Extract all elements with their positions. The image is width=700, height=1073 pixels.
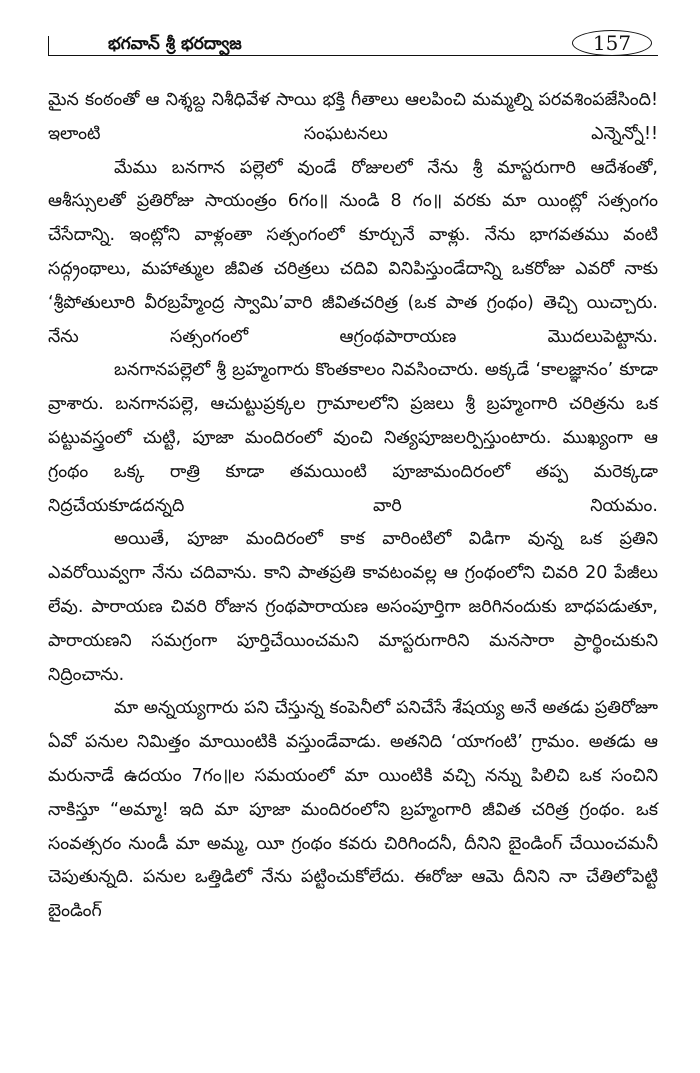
page-header: [48, 31, 658, 56]
page-number: 157: [572, 30, 652, 56]
body-text: [48, 84, 658, 929]
paragraph-seshayya: మా అన్నయ్యగారు పని చేస్తున్న కంపెనీలో పనిచేసే శేషయ్య అనే అతడు ప్రతిరోజూ ఏవో పనుల నిమిత్తం మాయింటికి వస్తుండేవాడు. అతనిది ‘యాగంటి’ గ్రామం. అతడు ఆ మరునాడే ఉదయం 7గం॥ల సమయంలో మా యింటికి వచ్చి నన్ను పిలిచి ఒక సంచిని నాకిస్తూ “అమ్మా! ఇది మా పూజా మందిరంలోని బ్రహ్మంగారి జీవిత చరిత్ర గ్రంథం. ఒక సంవత్సరం నుండీ మా అమ్మ, యీ గ్రంథం కవరు చిరిగిందనీ, దీనిని బైండింగ్ చేయించమనీ చెపుతున్నది. పనుల ఒత్తిడిలో నేను పట్టించుకోలేదు. ఈరోజు ఆమె దీనిని నా చేతిలోపెట్టి బైండింగ్: [48, 698, 658, 922]
header-rule: [48, 55, 658, 56]
paragraph-continuation: మైన కంఠంతో ఆ నిశ్శబ్ద నిశీధివేళ సాయి భక్తి గీతాలు ఆలపించి మమ్మల్ని పరవశింపజేసింది! ఇలాంటి సంఘటనలు ఎన్నెన్నో!!: [48, 90, 658, 144]
paragraph-missing-pages: అయితే, పూజా మందిరంలో కాక వారింటిలో విడిగా వున్న ఒక ప్రతిని ఎవరోయివ్వగా నేను చదివాను. కాని పాతప్రతి కావటంవల్ల ఆ గ్రంథంలోని చివరి 20 పేజీలు లేవు. పారాయణ చివరి రోజున గ్రంథపారాయణ అసంపూర్తిగా జరిగినందుకు బాధపడుతూ, పారాయణని సమగ్రంగా పూర్తిచేయించమని మాస్టరుగారిని మనసారా ప్రార్థించుకుని నిద్రించాను.: [48, 529, 658, 685]
paragraph-satsang: మేము బనగాన పల్లెలో వుండే రోజులలో నేను శ్రీ మాస్టరుగారి ఆదేశంతో, ఆశీస్సులతో ప్రతిరోజు సాయంత్రం 6గం॥ నుండి 8 గం॥ వరకు మా యింట్లో సత్సంగం చేసేదాన్ని. ఇంట్లోని వాళ్లంతా సత్సంగంలో కూర్చునే వాళ్లు. నేను భాగవతము వంటి సద్గ్రంథాలు, మహాత్ముల జీవిత చరిత్రలు చదివి వినిపిస్తుండేదాన్ని ఒకరోజు ఎవరో నాకు ‘శ్రీపోతులూరి వీరబ్రహ్మేంద్ర స్వామి’వారి జీవితచరిత్ర (ఒక పాత గ్రంథం) తెచ్చి యిచ్చారు. నేను సత్సంగంలో ఆగ్రంథపారాయణ మొదలుపెట్టాను.: [48, 157, 658, 347]
running-title: భగవాన్ శ్రీ భరద్వాజ: [108, 34, 242, 54]
header-left-rule: [48, 36, 49, 56]
paragraph-banaganapalle: బనగానపల్లెలో శ్రీ బ్రహ్మంగారు కొంతకాలం నివసించారు. అక్కడే ‘కాలజ్ఞానం’ కూడా వ్రాశారు. బనగానపల్లె, ఆచుట్టుప్రక్కల గ్రామాలలోని ప్రజలు శ్రీ బ్రహ్మంగారి చరిత్రను ఒక పట్టువస్త్రంలో చుట్టి, పూజా మందిరంలో వుంచి నిత్యపూజలర్పిస్తుంటారు. ముఖ్యంగా ఆ గ్రంథం ఒక్క రాత్రి కూడా తమయింటి పూజామందిరంలో తప్ప మరెక్కడా నిద్రచేయకూడదన్నది వారి నియమం.: [48, 360, 658, 516]
